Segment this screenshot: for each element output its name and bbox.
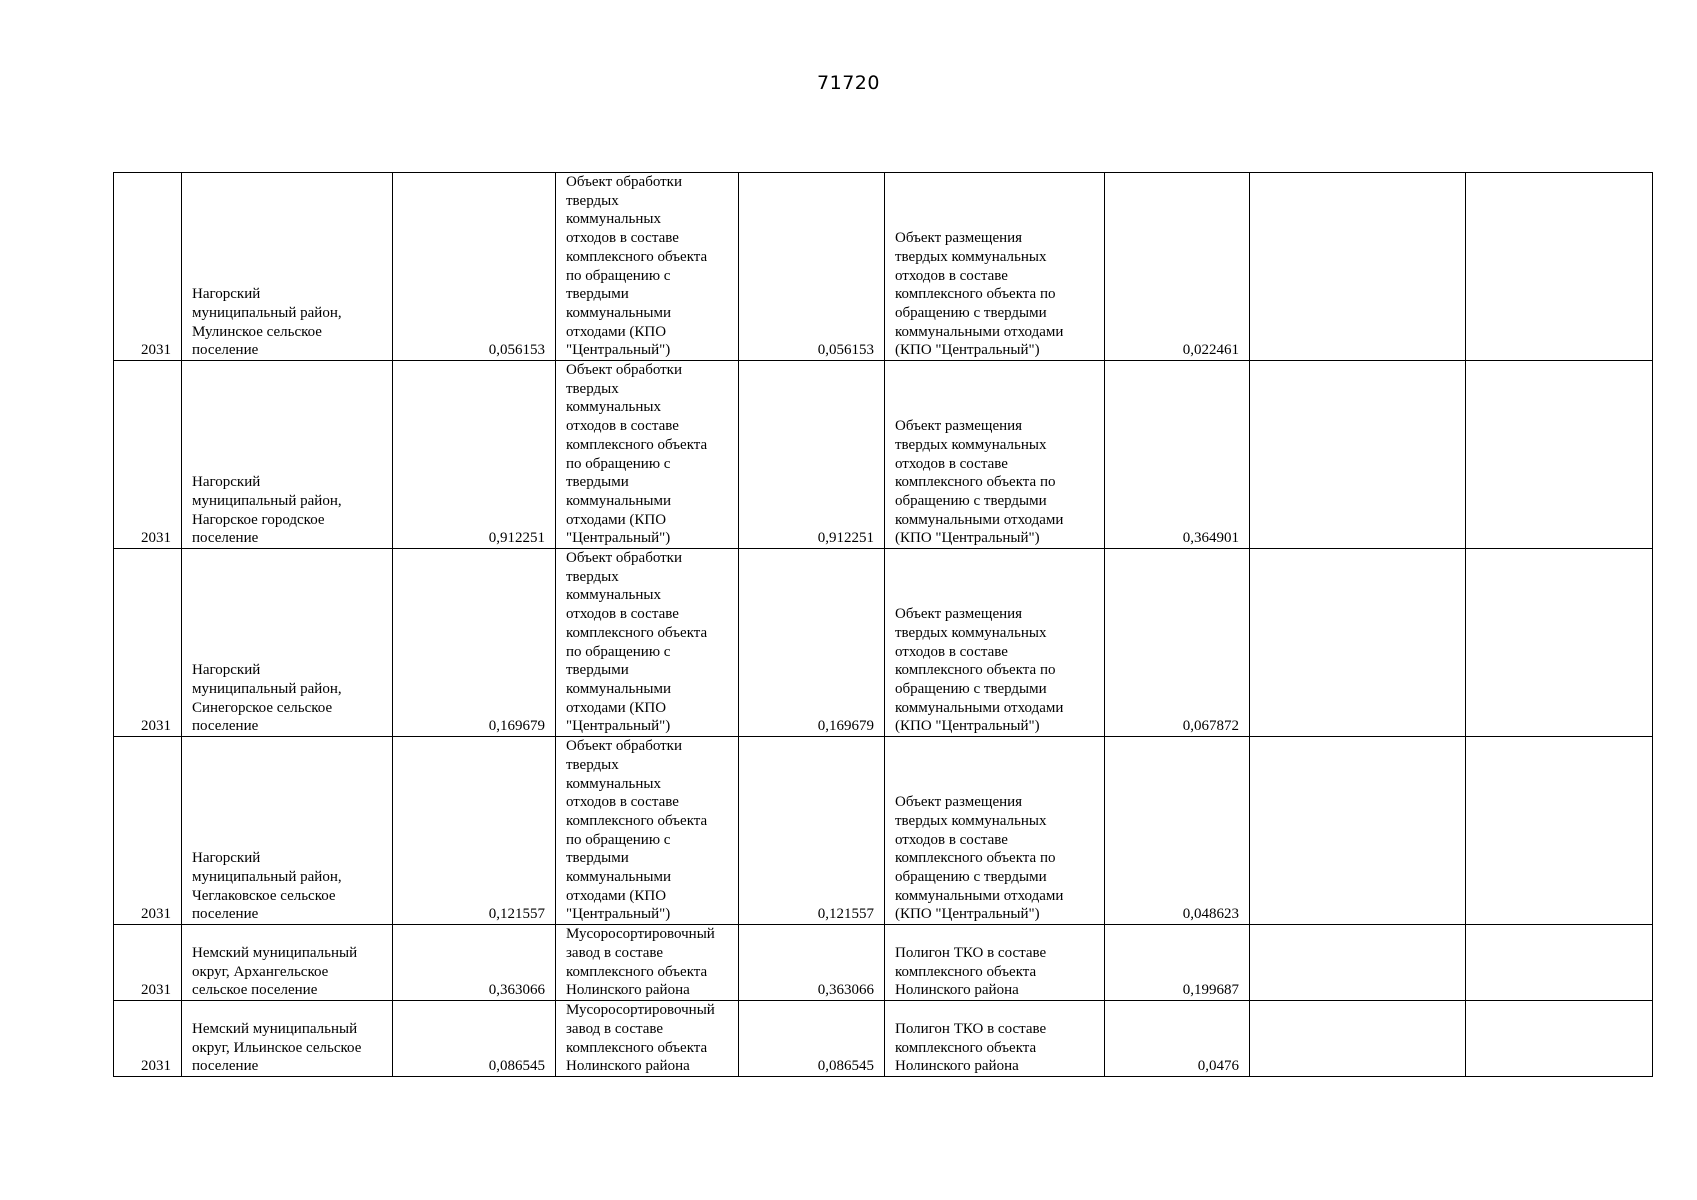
table-row (114, 549, 1653, 737)
disposal-object-cell: Полигон ТКО в составе комплексного объекта Нолинского района (885, 1001, 1105, 1077)
empty-cell (1250, 737, 1466, 925)
table-row (114, 1001, 1653, 1077)
volume-generated-cell: 0,363066 (393, 925, 556, 1001)
processing-object-cell: Объект обработки твердых коммунальных отходов в составе комплексного объекта по обращению с твердыми коммунальными отходами (КПО "Центральный") (556, 361, 739, 549)
municipality-cell: Немский муниципальный округ, Архангельское сельское поселение (182, 925, 393, 1001)
table-body (114, 173, 1653, 1077)
processing-object-cell: Мусоросортировочный завод в составе комплексного объекта Нолинского района (556, 1001, 739, 1077)
municipality-cell: Нагорский муниципальный район, Нагорское городское поселение (182, 361, 393, 549)
processing-object-cell: Объект обработки твердых коммунальных отходов в составе комплексного объекта по обращению с твердыми коммунальными отходами (КПО "Центральный") (556, 549, 739, 737)
empty-cell (1466, 737, 1653, 925)
disposal-object-cell: Полигон ТКО в составе комплексного объекта Нолинского района (885, 925, 1105, 1001)
table-row (114, 173, 1653, 361)
volume-disposed-cell: 0,048623 (1105, 737, 1250, 925)
volume-processed-cell: 0,056153 (739, 173, 885, 361)
disposal-object-cell: Объект размещения твердых коммунальных отходов в составе комплексного объекта по обращению с твердыми коммунальными отходами (КПО "Центральный") (885, 173, 1105, 361)
table-row (114, 925, 1653, 1001)
volume-generated-cell: 0,912251 (393, 361, 556, 549)
empty-cell (1250, 1001, 1466, 1077)
year-cell: 2031 (114, 1001, 182, 1077)
municipality-cell: Нагорский муниципальный район, Синегорское сельское поселение (182, 549, 393, 737)
municipality-cell: Нагорский муниципальный район, Чеглаковское сельское поселение (182, 737, 393, 925)
empty-cell (1466, 173, 1653, 361)
year-cell: 2031 (114, 737, 182, 925)
table-row (114, 737, 1653, 925)
volume-disposed-cell: 0,022461 (1105, 173, 1250, 361)
year-cell: 2031 (114, 361, 182, 549)
municipality-cell: Немский муниципальный округ, Ильинское сельское поселение (182, 1001, 393, 1077)
volume-generated-cell: 0,169679 (393, 549, 556, 737)
volume-processed-cell: 0,912251 (739, 361, 885, 549)
table-row (114, 361, 1653, 549)
processing-object-cell: Объект обработки твердых коммунальных отходов в составе комплексного объекта по обращению с твердыми коммунальными отходами (КПО "Центральный") (556, 737, 739, 925)
empty-cell (1466, 1001, 1653, 1077)
processing-object-cell: Мусоросортировочный завод в составе комплексного объекта Нолинского района (556, 925, 739, 1001)
volume-generated-cell: 0,056153 (393, 173, 556, 361)
volume-disposed-cell: 0,0476 (1105, 1001, 1250, 1077)
volume-disposed-cell: 0,067872 (1105, 549, 1250, 737)
empty-cell (1250, 549, 1466, 737)
volume-disposed-cell: 0,199687 (1105, 925, 1250, 1001)
page-number: 71720 (817, 72, 880, 94)
empty-cell (1250, 925, 1466, 1001)
disposal-object-cell: Объект размещения твердых коммунальных отходов в составе комплексного объекта по обращению с твердыми коммунальными отходами (КПО "Центральный") (885, 737, 1105, 925)
year-cell: 2031 (114, 925, 182, 1001)
empty-cell (1466, 925, 1653, 1001)
volume-processed-cell: 0,169679 (739, 549, 885, 737)
empty-cell (1250, 173, 1466, 361)
empty-cell (1466, 361, 1653, 549)
volume-generated-cell: 0,121557 (393, 737, 556, 925)
processing-object-cell: Объект обработки твердых коммунальных отходов в составе комплексного объекта по обращению с твердыми коммунальными отходами (КПО "Центральный") (556, 173, 739, 361)
volume-processed-cell: 0,086545 (739, 1001, 885, 1077)
volume-generated-cell: 0,086545 (393, 1001, 556, 1077)
empty-cell (1466, 549, 1653, 737)
data-table (113, 172, 1653, 1077)
municipality-cell: Нагорский муниципальный район, Мулинское сельское поселение (182, 173, 393, 361)
volume-disposed-cell: 0,364901 (1105, 361, 1250, 549)
disposal-object-cell: Объект размещения твердых коммунальных отходов в составе комплексного объекта по обращению с твердыми коммунальными отходами (КПО "Центральный") (885, 549, 1105, 737)
year-cell: 2031 (114, 549, 182, 737)
disposal-object-cell: Объект размещения твердых коммунальных отходов в составе комплексного объекта по обращению с твердыми коммунальными отходами (КПО "Центральный") (885, 361, 1105, 549)
volume-processed-cell: 0,363066 (739, 925, 885, 1001)
volume-processed-cell: 0,121557 (739, 737, 885, 925)
year-cell: 2031 (114, 173, 182, 361)
empty-cell (1250, 361, 1466, 549)
